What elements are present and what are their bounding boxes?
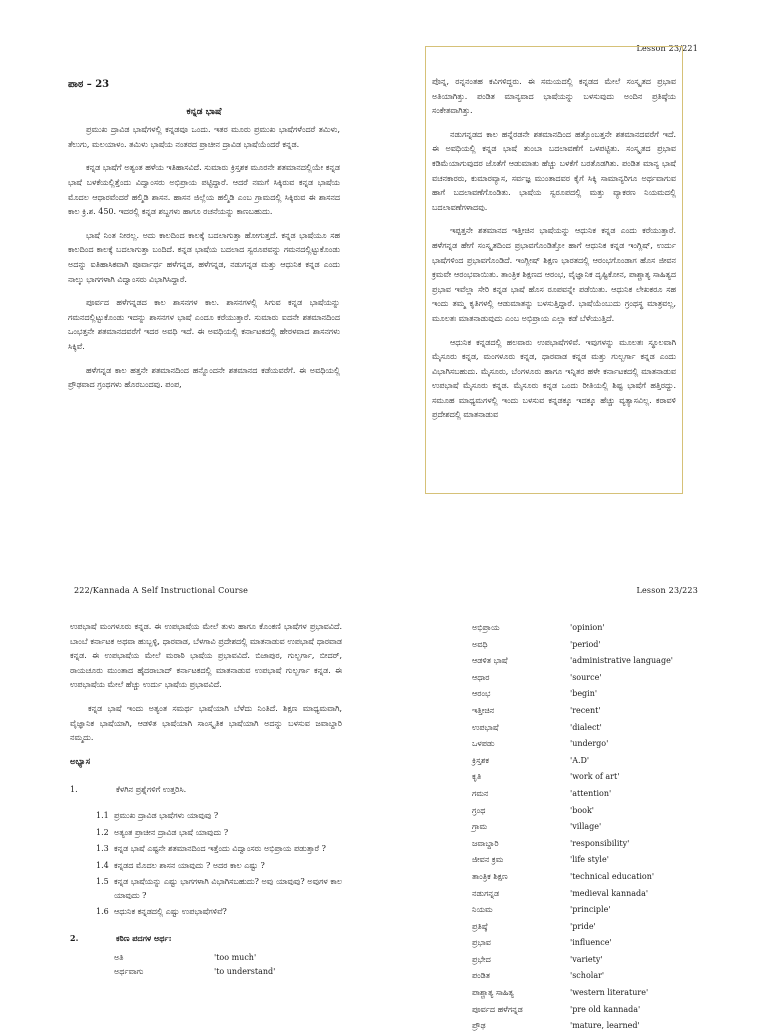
subquestion: [96, 859, 342, 873]
lesson-heading: ಪಾಠ – 23: [68, 79, 110, 90]
glossary-kannada: ಆರಂಭ: [472, 689, 491, 699]
vocab-english: 'too much': [214, 952, 257, 962]
left-column-bottom: [70, 620, 342, 980]
subquestion-number: 1.6: [96, 907, 109, 917]
subquestion: [96, 875, 342, 902]
subquestion-number: 1.5: [96, 877, 109, 887]
glossary-kannada: ಆಧಾರ: [472, 672, 490, 682]
subquestion: [96, 905, 342, 919]
subquestion-text: ಕನ್ನಡದ ಮೊದಲ ಶಾಸನ ಯಾವುದು ? ಅದರ ಕಾಲ ಎಷ್ಟು ?: [114, 860, 265, 870]
question-text: ಕಠಿಣ ಪದಗಳ ಅರ್ಥ:: [116, 932, 172, 943]
paragraph: ಪೂರ್ವದ ಹಳೆಗನ್ನಡದ ಕಾಲ ಶಾಸನಗಳ ಕಾಲ. ಶಾಸನಗಳಲ್ಲಿ ಸಿಗುವ ಕನ್ನಡ ಭಾಷೆಯನ್ನು ಗಮನದಲ್ಲಿಟ್ಟುಕೊಂಡು ಇದನ್ನು ಶಾಸನಗಳ ಭಾಷೆ ಎಂದೂ ಕರೆಯುತ್ತಾರೆ. ಸುಮಾರು ಐದನೇ ಶತಮಾನದಿಂದ ಒಂಭತ್ತನೇ ಶತಮಾನದವರೆಗೆ ಇದರ ಅವಧಿ ಇದೆ. ಈ ಅವಧಿಯಲ್ಲಿ ಕರ್ನಾಟಕದಲ್ಲಿ ಹೇರಳವಾದ ಶಾಸನಗಳು ಸಿಕ್ಕಿವೆ.: [68, 298, 340, 351]
glossary-english: 'recent': [570, 705, 601, 715]
glossary-row: [472, 968, 712, 985]
subquestion: [96, 842, 342, 856]
glossary-row: [472, 919, 712, 936]
glossary-english: 'source': [570, 672, 602, 682]
bottom-page: [0, 580, 768, 1031]
glossary-english: 'work of art': [570, 772, 620, 782]
glossary-kannada: ಉಪಭಾಷೆ: [472, 722, 499, 732]
glossary-english: 'western literature': [570, 988, 649, 998]
glossary-english: 'book': [570, 805, 594, 815]
glossary-row: [472, 670, 712, 687]
glossary-kannada: ಪ್ರಭೇದ: [472, 954, 491, 964]
glossary-row: [472, 836, 712, 853]
subquestion-number: 1.3: [96, 844, 109, 854]
glossary-row: [472, 902, 712, 919]
glossary-english: 'principle': [570, 905, 611, 915]
glossary-row: [472, 869, 712, 886]
glossary-row: [472, 952, 712, 969]
subquestion-text: ಕನ್ನಡ ಭಾಷೆಯನ್ನು ಎಷ್ಟು ಭಾಗಗಳಾಗಿ ವಿಭಾಗಿಸಬಹುದು? ಅವು ಯಾವುವು? ಅವುಗಳ ಕಾಲ ಯಾವುದು ?: [114, 877, 342, 900]
paragraph: ಇಪ್ಪತ್ತನೇ ಶತಮಾನದ ಇತ್ತೀಚಿನ ಭಾಷೆಯನ್ನು ಆಧುನಿಕ ಕನ್ನಡ ಎಂದು ಕರೆಯುತ್ತಾರೆ. ಹಳೆಗನ್ನಡ ಹೇಗೆ ಸಂಸ್ಕೃತದಿಂದ ಪ್ರಭಾವಗೊಂಡಿತ್ತೋ ಹಾಗೆ ಆಧುನಿಕ ಕನ್ನಡ ಇಂಗ್ಲಿಷ್, ಉರ್ದು ಭಾಷೆಗಳಿಂದ ಪ್ರಭಾವಗೊಂಡಿದೆ. ಇಂಗ್ಲೀಷ್ ಶಿಕ್ಷಣ ಭಾರತದಲ್ಲಿ ಆರಂಭಗೊಂಡಾಗ ಹೊಸ ಜೀವನ ಕ್ರಮವೇ ಆರಂಭವಾಯಿತು. ತಾಂತ್ರಿಕ ಶಿಕ್ಷಣದ ಆರಂಭ, ವೈಜ್ಞಾನಿಕ ದೃಷ್ಟಿಕೋನ, ಪಾಶ್ಚಾತ್ಯ ಸಾಹಿತ್ಯದ ಪ್ರಭಾವ ಇವೆಲ್ಲಾ ಸೇರಿ ಕನ್ನಡ ಭಾಷೆ ಹೊಸ ರೂಪವನ್ನೇ ಪಡೆಯಿತು. ಆಧುನಿಕ ಲೇಖಕರೂ ಸಹ ಇಂದು ತಮ್ಮ ಕೃತಿಗಳಲ್ಲಿ ಆಡುಮಾತನ್ನು ಬಳಸುತ್ತಿದ್ದಾರೆ. ಭಾಷೆಯೆಂಬುದು ಗ್ರಂಥಸ್ಥ ಮಾತ್ರವಲ್ಲ, ಮೂಲತಃ ಮಾತನಾಡುವುದು ಎಂಬ ಅಭಿಪ್ರಾಯ ಎಲ್ಲಾ ಕಡೆ ಬೆಳೆಯುತ್ತಿದೆ.: [432, 226, 676, 323]
glossary-row: [472, 935, 712, 952]
glossary-row: [472, 886, 712, 903]
glossary-kannada: ಜೀವನ ಕ್ರಮ: [472, 855, 504, 865]
paragraph: ಆಧುನಿಕ ಕನ್ನಡದಲ್ಲಿ ಹಲವಾರು ಉಪಭಾಷೆಗಳಿವೆ. ಇವುಗಳನ್ನು ಮೂಲತಃ ಸ್ಥೂಲವಾಗಿ ಮೈಸೂರು ಕನ್ನಡ, ಮಂಗಳೂರು ಕನ್ನಡ, ಧಾರವಾಡ ಕನ್ನಡ ಮತ್ತು ಗುಲ್ಬರ್ಗಾ ಕನ್ನಡ ಎಂದು ವಿಭಾಗಿಸಬಹುದು. ಮೈಸೂರು, ಬೆಂಗಳೂರು ಹಾಗೂ ಇನ್ನಿತರ ಹಳೇ ಕರ್ನಾಟಕದಲ್ಲಿ ಮಾತನಾಡುವ ಉಪಭಾಷೆ ಮೈಸೂರು ಕನ್ನಡ. ಮೈಸೂರು ಕನ್ನಡ ಒಂದು ರೀತಿಯಲ್ಲಿ ಶಿಷ್ಟ ಭಾಷೆಗೆ ಹತ್ತಿರದ್ದು. ಸಮೂಹ ಮಾಧ್ಯಮಗಳಲ್ಲಿ ಇಂದು ಬಳಸುವ ಕನ್ನಡಕ್ಕೂ ಇದಕ್ಕೂ ಹೆಚ್ಚು ವ್ಯತ್ಯಾಸವಿಲ್ಲ. ಕರಾವಳಿ ಪ್ರದೇಶದಲ್ಲಿ ಮಾತನಾಡುವ: [432, 337, 676, 420]
vocab-row: [114, 951, 342, 966]
glossary-row: [472, 769, 712, 786]
glossary-english: 'mature, learned': [570, 1021, 640, 1031]
glossary-english: 'responsibility': [570, 838, 630, 848]
glossary-english: 'undergo': [570, 739, 609, 749]
question-text: ಕೆಳಗಿನ ಪ್ರಶ್ನೆಗಳಿಗೆ ಉತ್ತರಿಸಿ.: [116, 785, 187, 795]
subquestion: [96, 809, 342, 823]
glossary-kannada: ಪ್ರತಿಷ್ಠೆ: [472, 921, 488, 931]
glossary-english: 'variety': [570, 954, 603, 964]
vocab-kannada: ಅತಿ: [114, 952, 124, 962]
paragraph: ಹಳೆಗನ್ನಡ ಕಾಲ ಹತ್ತನೇ ಶತಮಾನದಿಂದ ಹನ್ನೊಂದನೇ ಶತಮಾನದ ಕಡೆಯವರೆಗೆ. ಈ ಅವಧಿಯಲ್ಲಿ ಪ್ರೌಢವಾದ ಗ್ರಂಥಗಳು ಹೊರಬಂದವು. ಪಂಪ,: [68, 365, 340, 390]
glossary-english: 'technical education': [570, 871, 655, 881]
glossary-row: [472, 852, 712, 869]
vocab-kannada: ಅರ್ಥವಾಗು: [114, 967, 144, 977]
paragraph: ಉಪಭಾಷೆ ಮಂಗಳೂರು ಕನ್ನಡ. ಈ ಉಪಭಾಷೆಯ ಮೇಲೆ ತುಳು ಹಾಗೂ ಕೊಂಕಣಿ ಭಾಷೆಗಳ ಪ್ರಭಾವವಿದೆ. ಬಾಂಬೆ ಕರ್ನಾಟಕ ಅಥವಾ ಹುಬ್ಬಳ್ಳಿ, ಧಾರವಾಡ, ಬೆಳಗಾವಿ ಪ್ರದೇಶದಲ್ಲಿ ಮಾತನಾಡುವ ಉಪಭಾಷೆ ಧಾರವಾಡ ಕನ್ನಡ. ಈ ಉಪಭಾಷೆಯ ಮೇಲೆ ಮರಾಠಿ ಭಾಷೆಯ ಪ್ರಭಾವವಿದೆ. ಬಿಜಾಪುರ, ಗುಲ್ಬರ್ಗಾ, ಬೀದರ್, ರಾಯಚೂರು ಮುಂತಾದ ಹೈದರಾಬಾದ್ ಕರ್ನಾಟಕದಲ್ಲಿ ಮಾತನಾಡುವ ಉಪಭಾಷೆ ಗುಲ್ಬರ್ಗಾ ಕನ್ನಡ. ಈ ಉಪಭಾಷೆಯ ಮೇಲೆ ಹೆಚ್ಚು ಉರ್ದು ಭಾಷೆಯ ಪ್ರಭಾವವಿದೆ.: [70, 622, 342, 690]
paragraph: ನಡುಗನ್ನಡದ ಕಾಲ ಹನ್ನೆರಡನೇ ಶತಮಾನದಿಂದ ಹತ್ತೊಂಬತ್ತನೇ ಶತಮಾನದವರೆಗೆ ಇದೆ. ಈ ಅವಧಿಯಲ್ಲಿ ಕನ್ನಡ ಭಾಷೆ ತುಂಬಾ ಬದಲಾವಣೆಗೆ ಒಳಪಟ್ಟಿತು. ಸಂಸ್ಕೃತದ ಪ್ರಭಾವ ಕಡಿಮೆಯಾಗುವುದರ ಜೊತೆಗೆ ಆಡುಮಾತು ಹೆಚ್ಚು ಬಳಕೆಗೆ ಬರತೊಡಗಿತು. ಪಂಡಿತ ಮಾನ್ಯ ಭಾಷೆ ವಚನಕಾರರು, ಕುಮಾರವ್ಯಾಸ, ಸರ್ವಜ್ಞ ಮುಂತಾದವರ ಕೈಗೆ ಸಿಕ್ಕಿ ಸಾಮಾನ್ಯರಿಗೂ ಅರ್ಥವಾಗುವ ಹಾಗೆ ಬದಲಾವಣೆಗೊಂಡಿತು. ಭಾಷೆಯ ಸ್ವರೂಪದಲ್ಲಿ ಮತ್ತು ವ್ಯಾಕರಣ ನಿಯಮದಲ್ಲಿ ಬದಲಾವಣೆಗಳಾದವು.: [432, 129, 676, 212]
right-column-box: [425, 46, 683, 494]
subquestion: [96, 826, 342, 840]
paragraph: ಪ್ರಮುಖ ದ್ರಾವಿಡ ಭಾಷೆಗಳಲ್ಲಿ ಕನ್ನಡವೂ ಒಂದು. ಇತರ ಮೂರು ಪ್ರಮುಖ ಭಾಷೆಗಳೆಂದರೆ ತಮಿಳು, ತೆಲುಗು, ಮಲಯಾಳಂ. ತಮಿಳು ಭಾಷೆಯ ನಂತರದ ಪ್ರಾಚೀನ ದ್ರಾವಿಡ ಭಾಷೆಯೆಂದರೆ ಕನ್ನಡ.: [68, 125, 340, 149]
glossary-row: [472, 803, 712, 820]
question-number: 2.: [70, 932, 79, 943]
glossary-kannada: ಗ್ರಂಥ: [472, 805, 486, 815]
glossary-row: [472, 985, 712, 1002]
paragraph: ಭಾಷೆ ನಿಂತ ನೀರಲ್ಲ. ಅದು ಕಾಲದಿಂದ ಕಾಲಕ್ಕೆ ಬದಲಾಗುತ್ತಾ ಹೋಗುತ್ತದೆ. ಕನ್ನಡ ಭಾಷೆಯೂ ಸಹ ಕಾಲದಿಂದ ಕಾಲಕ್ಕೆ ಬದಲಾಗುತ್ತಾ ಬಂದಿದೆ. ಕನ್ನಡ ಭಾಷೆಯ ಬದಲಾದ ಸ್ವರೂಪವನ್ನು ಗಮನದಲ್ಲಿಟ್ಟುಕೊಂಡು ಅದನ್ನು ಐತಿಹಾಸಿಕವಾಗಿ ಪೂರ್ವಾರ್ಧ ಹಳೆಗನ್ನಡ, ಹಳೆಗನ್ನಡ, ನಡುಗನ್ನಡ ಮತ್ತು ಆಧುನಿಕ ಕನ್ನಡ ಎಂದು ನಾಲ್ಕು ಭಾಗಗಳಾಗಿ ವಿದ್ವಾಂಸರು ವಿಭಾಗಿಸಿದ್ದಾರೆ.: [68, 230, 340, 284]
subquestion-text: ಆಧುನಿಕ ಕನ್ನಡದಲ್ಲಿ ಎಷ್ಟು ಉಪಭಾಷೆಗಳಿವೆ?: [114, 907, 227, 917]
question-number: 1.: [70, 785, 78, 795]
glossary-english: 'A.D': [570, 755, 590, 765]
glossary-kannada: ಗ್ರಾಮ: [472, 822, 488, 832]
glossary-english: 'scholar': [570, 971, 605, 981]
glossary-kannada: ಪಂಡಿತ: [472, 971, 490, 981]
glossary-row: [472, 720, 712, 737]
glossary-row: [472, 653, 712, 670]
glossary-row: [472, 753, 712, 770]
glossary-english: 'administrative language': [570, 656, 674, 666]
glossary-kannada: ಗಮನ: [472, 788, 489, 798]
glossary-row: [472, 1018, 712, 1035]
glossary-english: 'village': [570, 822, 602, 832]
glossary-row: [472, 786, 712, 803]
glossary-kannada: ಅಭಿಪ್ರಾಯ: [472, 623, 500, 632]
glossary-english: 'dialect': [570, 722, 602, 732]
glossary-kannada: ಪ್ರೌಢ: [472, 1021, 486, 1031]
glossary-row: [472, 1002, 712, 1019]
paragraph: ಕನ್ನಡ ಭಾಷೆಗೆ ಅತ್ಯಂತ ಹಳೆಯ ಇತಿಹಾಸವಿದೆ. ಸುಮಾರು ಕ್ರಿಸ್ತಶಕ ಮೂರನೇ ಶತಮಾನದಲ್ಲಿಯೇ ಕನ್ನಡ ಭಾಷೆ ಬಳಕೆಯಲ್ಲಿತ್ತೆಂದು ವಿದ್ವಾಂಸರು ಅಭಿಪ್ರಾಯ ಪಟ್ಟಿದ್ದಾರೆ. ಆದರೆ ನಮಗೆ ಸಿಕ್ಕಿರುವ ಕನ್ನಡ ಭಾಷೆಯ ಮೊದಲ ಆಧಾರವೆಂದರೆ ಹಲ್ಮಿಡಿ ಶಾಸನ. ಹಾಸನ ಜಿಲ್ಲೆಯ ಹಲ್ಮಿಡಿ ಎಂಬ ಗ್ರಾಮದಲ್ಲಿ ಸಿಕ್ಕಿರುವ ಈ ಶಾಸನದ ಕಾಲ ಕ್ರಿ.ಶ. 450. ಇದರಲ್ಲಿ ಕನ್ನಡ ಶಬ್ದಗಳು ಹಾಗೂ ರಚನೆಯನ್ನು ಕಾಣಬಹುದು.: [68, 163, 340, 217]
subquestion-number: 1.4: [96, 860, 109, 870]
glossary-kannada: ಪಾಶ್ಚಾತ್ಯ ಸಾಹಿತ್ಯ: [472, 988, 514, 998]
left-column-top: [68, 78, 340, 402]
glossary-kannada: ಜವಾಬ್ದಾರಿ: [472, 838, 499, 848]
glossary-row: [472, 686, 712, 703]
subquestion-text: ಅತ್ಯಂತ ಪ್ರಾಚೀನ ದ್ರಾವಿಡ ಭಾಷೆ ಯಾವುದು ?: [114, 827, 229, 837]
glossary-english: 'period': [570, 639, 601, 649]
glossary-kannada: ಕೃತಿ: [472, 772, 482, 782]
paragraph: ಕನ್ನಡ ಭಾಷೆ ಇಂದು ಅತ್ಯಂತ ಸಮರ್ಥ ಭಾಷೆಯಾಗಿ ಬೆಳೆದು ನಿಂತಿದೆ. ಶಿಕ್ಷಣ ಮಾಧ್ಯಮವಾಗಿ, ವೈಜ್ಞಾನಿಕ ಭಾಷೆಯಾಗಿ, ಆಡಳಿತ ಭಾಷೆಯಾಗಿ ಸಾಂಸ್ಕೃತಿಕ ಭಾಷೆಯಾಗಿ ಅದನ್ನು ಬಳಸುವ ಜವಾಬ್ದಾರಿ ನಮ್ಮದು.: [70, 703, 342, 743]
lesson-title: ಕನ್ನಡ ಭಾಷೆ: [186, 106, 222, 117]
question-2: [70, 931, 342, 945]
glossary-kannada: ಕ್ರಿಸ್ತಶಕ: [472, 755, 489, 765]
glossary-english: 'life style': [570, 855, 609, 865]
subquestion-number: 1.2: [96, 827, 109, 837]
page-number-right-bottom: Lesson 23/223: [636, 586, 698, 595]
subquestion-number: 1.1: [96, 811, 109, 821]
glossary-kannada: ನಿಯಮ: [472, 905, 493, 915]
glossary-kannada: ಅವಧಿ: [472, 639, 488, 649]
glossary-kannada: ಪ್ರಭಾವ: [472, 938, 491, 948]
glossary-row: [472, 637, 712, 654]
page-number-left-bottom: 222/Kannada A Self Instructional Course: [74, 586, 249, 595]
page-number-right-top: Lesson 23/221: [636, 44, 698, 53]
glossary-kannada: ತಾಂತ್ರಿಕ ಶಿಕ್ಷಣ: [472, 871, 508, 881]
glossary-list: [472, 620, 712, 1035]
glossary-english: 'attention': [570, 788, 612, 798]
subquestion-text: ಪ್ರಮುಖ ದ್ರಾವಿಡ ಭಾಷೆಗಳು ಯಾವುವು ?: [114, 811, 219, 821]
glossary-row: [472, 736, 712, 753]
glossary-row: [472, 819, 712, 836]
glossary-row: [472, 620, 712, 637]
glossary-english: 'influence': [570, 938, 612, 948]
glossary-english: 'medieval kannada': [570, 888, 649, 898]
exercise-title: ಅಭ್ಯಾಸ: [70, 756, 91, 767]
glossary-english: 'opinion': [570, 623, 605, 632]
subquestion-text: ಕನ್ನಡ ಭಾಷೆ ಎಷ್ಟನೇ ಶತಮಾನದಿಂದ ಇತ್ತೆಂದು ವಿದ್ವಾಂಸರು ಅಭಿಪ್ರಾಯ ಪಡುತ್ತಾರೆ ?: [114, 844, 326, 854]
glossary-english: 'pride': [570, 921, 596, 931]
glossary-english: 'pre old kannada': [570, 1004, 641, 1014]
glossary-kannada: ಇತ್ತೀಚಿನ: [472, 705, 495, 715]
glossary-kannada: ಪೂರ್ವದ ಹಳೆಗನ್ನಡ: [472, 1004, 523, 1014]
glossary-kannada: ಒಳಪಡು: [472, 739, 495, 749]
paragraph: ಪೊನ್ನ, ರನ್ನನಂತಹ ಕವಿಗಳಿದ್ದರು. ಈ ಸಮಯದಲ್ಲಿ ಕನ್ನಡದ ಮೇಲೆ ಸಂಸ್ಕೃತದ ಪ್ರಭಾವ ಅತಿಯಾಗಿತ್ತು. ಪಂಡಿತ ಮಾನ್ಯವಾದ ಭಾಷೆಯನ್ನು ಬಳಸುವುದು ಅಂದಿನ ಪ್ರತಿಷ್ಠೆಯ ಸಂಕೇತವಾಗಿತ್ತು.: [432, 77, 676, 116]
vocab-english: 'to understand': [214, 967, 276, 977]
glossary-english: 'begin': [570, 689, 598, 699]
vocab-row: [114, 965, 342, 980]
glossary-row: [472, 703, 712, 720]
glossary-kannada: ನಡುಗನ್ನಡ: [472, 888, 500, 898]
question-1: [70, 783, 342, 797]
glossary-kannada: ಆಡಳಿತ ಭಾಷೆ: [472, 656, 508, 666]
